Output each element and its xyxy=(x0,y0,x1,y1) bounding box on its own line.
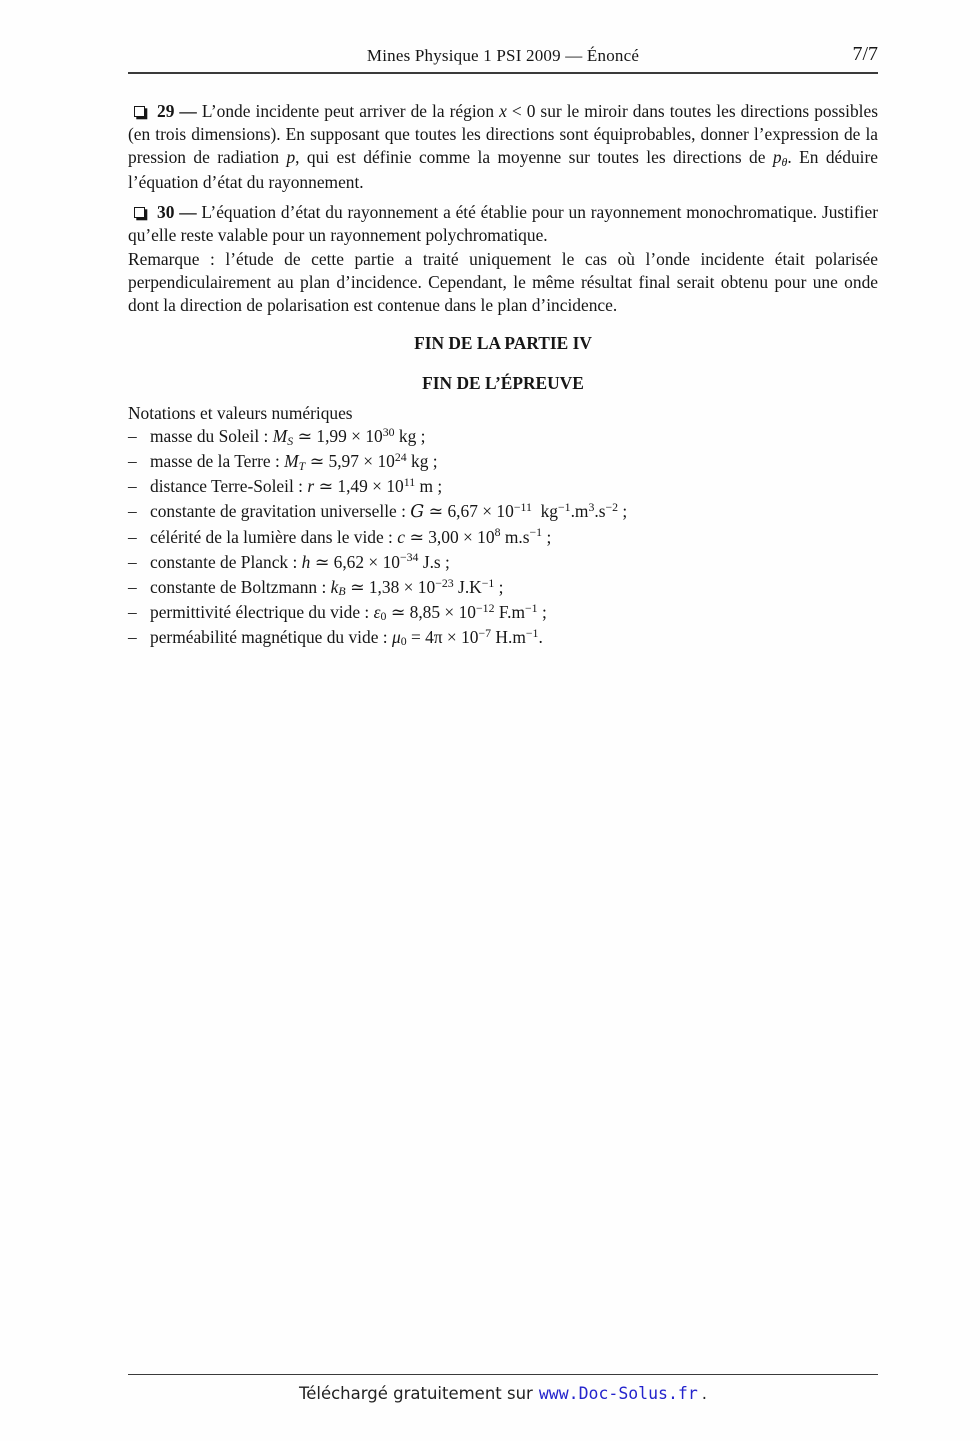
text-run: ≃ 6,67 × 10 xyxy=(424,501,514,522)
text-run: μ xyxy=(391,626,401,647)
item-text xyxy=(150,450,878,475)
text-run: ; xyxy=(537,601,547,622)
text-run: p xyxy=(772,147,782,168)
text-run: ≃ 3,00 × 10 xyxy=(404,526,495,547)
text-run: M xyxy=(284,451,299,472)
text-run: masse du Soleil : xyxy=(150,426,273,447)
text-run: −7 xyxy=(478,625,492,640)
item-text xyxy=(150,526,878,551)
text-run: 30 xyxy=(382,424,395,439)
text-run: −11 xyxy=(513,500,532,515)
text-run: .m xyxy=(570,501,589,522)
footer-text: Téléchargé gratuitement sur xyxy=(298,1384,533,1403)
exam-end-heading: FIN DE L’ÉPREUVE xyxy=(422,372,584,393)
text-run: ; xyxy=(618,501,628,522)
text-run: L’équation d’état du rayonnement a été établie pour un rayonnement monochromatique. Justifier qu’elle reste valable pour un rayonnement polychromatique. xyxy=(128,202,883,246)
item-dash: – xyxy=(128,601,137,622)
header-title: Mines Physique 1 PSI 2009 — Énoncé xyxy=(366,46,640,65)
text-run: J.s ; xyxy=(418,551,450,572)
item-dash: – xyxy=(128,576,137,597)
text-run: . xyxy=(538,626,543,647)
text-run: −1 xyxy=(557,500,571,515)
text-run: r xyxy=(307,476,315,497)
text-run: ≃ 1,38 × 10 xyxy=(345,576,436,597)
text-run: 29 — xyxy=(157,101,202,121)
text-run: ≃ 8,85 × 10 xyxy=(386,601,476,622)
text-run: p xyxy=(286,147,296,168)
text-run: célérité de la lumière dans le vide : xyxy=(150,526,398,547)
text-run: c xyxy=(397,526,405,547)
question-30 xyxy=(128,201,883,247)
item-dash: – xyxy=(128,626,137,647)
list-item xyxy=(128,551,878,576)
text-run: ; xyxy=(542,526,552,547)
text-run: . En déduire l’équation d’état du rayonnement. xyxy=(128,147,883,193)
item-text xyxy=(150,425,878,450)
text-run: L’onde incidente peut arriver de la région xyxy=(201,101,500,121)
text-run: B xyxy=(338,584,346,599)
text-run: H.m xyxy=(491,626,526,647)
text-run: −2 xyxy=(605,500,619,515)
text-run: x xyxy=(499,101,507,121)
item-text xyxy=(150,551,878,576)
list-item xyxy=(128,526,878,551)
part-end-heading: FIN DE LA PARTIE IV xyxy=(414,332,592,353)
text-run: J.K xyxy=(453,576,482,597)
item-dash: – xyxy=(128,426,137,447)
text-run: M xyxy=(272,426,288,447)
text-run: constante de Boltzmann : xyxy=(150,576,331,597)
item-text xyxy=(150,601,878,626)
text-run: −12 xyxy=(475,600,495,615)
text-run: G xyxy=(410,502,425,523)
list-item xyxy=(128,450,878,475)
item-dash: – xyxy=(128,551,137,572)
list-item xyxy=(128,601,878,626)
text-run: m ; xyxy=(415,476,443,497)
page-header xyxy=(128,43,878,74)
page-number: 7/7 xyxy=(852,43,878,65)
text-run: −1 xyxy=(525,600,538,615)
item-text xyxy=(150,475,878,500)
text-run: kg ; xyxy=(394,426,426,447)
text-run: kg xyxy=(531,501,558,522)
text-run: constante de gravitation universelle : xyxy=(150,501,411,522)
text-run: < 0 sur le miroir dans toutes les directions possibles (en trois dimensions). En supposant que toutes les directions sont équiprobables, donner l’expression de la pression de radiation xyxy=(128,101,883,168)
list-item xyxy=(128,475,878,500)
text-run: S xyxy=(287,433,294,448)
text-run: −1 xyxy=(525,625,539,640)
text-run: h xyxy=(301,551,311,572)
item-dash: – xyxy=(128,451,137,472)
text-run: ≃ 1,99 × 10 xyxy=(293,426,383,447)
page-footer xyxy=(128,1374,878,1403)
text-run: k xyxy=(330,576,339,597)
text-run: .s xyxy=(594,501,606,522)
item-dash: – xyxy=(128,526,137,547)
text-run: θ xyxy=(781,154,788,169)
list-item xyxy=(128,626,878,651)
question-marker-icon xyxy=(134,207,145,218)
text-run: 0 xyxy=(400,634,407,649)
text-run: ε xyxy=(373,601,381,622)
text-run: kg ; xyxy=(406,451,438,472)
question-marker-icon xyxy=(134,106,145,117)
question-29 xyxy=(128,100,883,194)
remark-paragraph xyxy=(128,248,883,317)
text-run: −1 xyxy=(481,575,495,590)
text-run: F.m xyxy=(494,601,525,622)
list-item xyxy=(128,500,878,525)
text-run: 3 xyxy=(588,500,595,515)
notations-intro: Notations et valeurs numériques xyxy=(128,403,353,424)
text-run: ≃ 5,97 × 10 xyxy=(305,451,395,472)
item-text xyxy=(150,500,878,525)
list-item xyxy=(128,576,878,601)
text-run: −1 xyxy=(529,525,543,540)
text-run: ≃ 1,49 × 10 xyxy=(314,476,404,497)
text-run: Remarque : l’étude de cette partie a traité uniquement le cas où l’onde incidente était polarisée perpendiculairement au plan d’incidence. Cependant, le même résultat final serait obtenu pour une onde dont la direction de polarisation est contenue dans le plan d’incidence. xyxy=(128,248,883,315)
text-run: T xyxy=(298,458,306,473)
text-run: −34 xyxy=(399,550,419,565)
item-text xyxy=(150,576,878,601)
footer-suffix: . xyxy=(701,1384,708,1403)
text-run: 30 — xyxy=(157,202,202,223)
item-dash: – xyxy=(128,476,137,497)
text-run: ≃ 6,62 × 10 xyxy=(310,551,400,572)
item-text xyxy=(150,626,878,651)
text-run: 0 xyxy=(380,609,387,624)
main-content xyxy=(128,100,883,651)
notations-list xyxy=(128,425,878,651)
list-item xyxy=(128,425,878,450)
text-run: m.s xyxy=(500,526,530,547)
text-run: = 4π × 10 xyxy=(406,626,479,647)
text-run: constante de Planck : xyxy=(150,551,302,572)
text-run: perméabilité magnétique du vide : xyxy=(150,626,392,647)
doc-solus-link[interactable]: www.Doc-Solus.fr xyxy=(538,1384,698,1403)
text-run: 11 xyxy=(403,475,416,490)
text-run: ; xyxy=(494,576,504,597)
text-run: 8 xyxy=(494,525,501,540)
text-run: 24 xyxy=(394,450,407,465)
text-run: masse de la Terre : xyxy=(150,451,285,472)
text-run: distance Terre-Soleil : xyxy=(150,476,308,497)
text-run: permittivité électrique du vide : xyxy=(150,601,374,622)
item-dash: – xyxy=(128,501,137,522)
text-run: −23 xyxy=(435,575,454,590)
text-run: , qui est définie comme la moyenne sur toutes les directions de xyxy=(295,147,773,168)
